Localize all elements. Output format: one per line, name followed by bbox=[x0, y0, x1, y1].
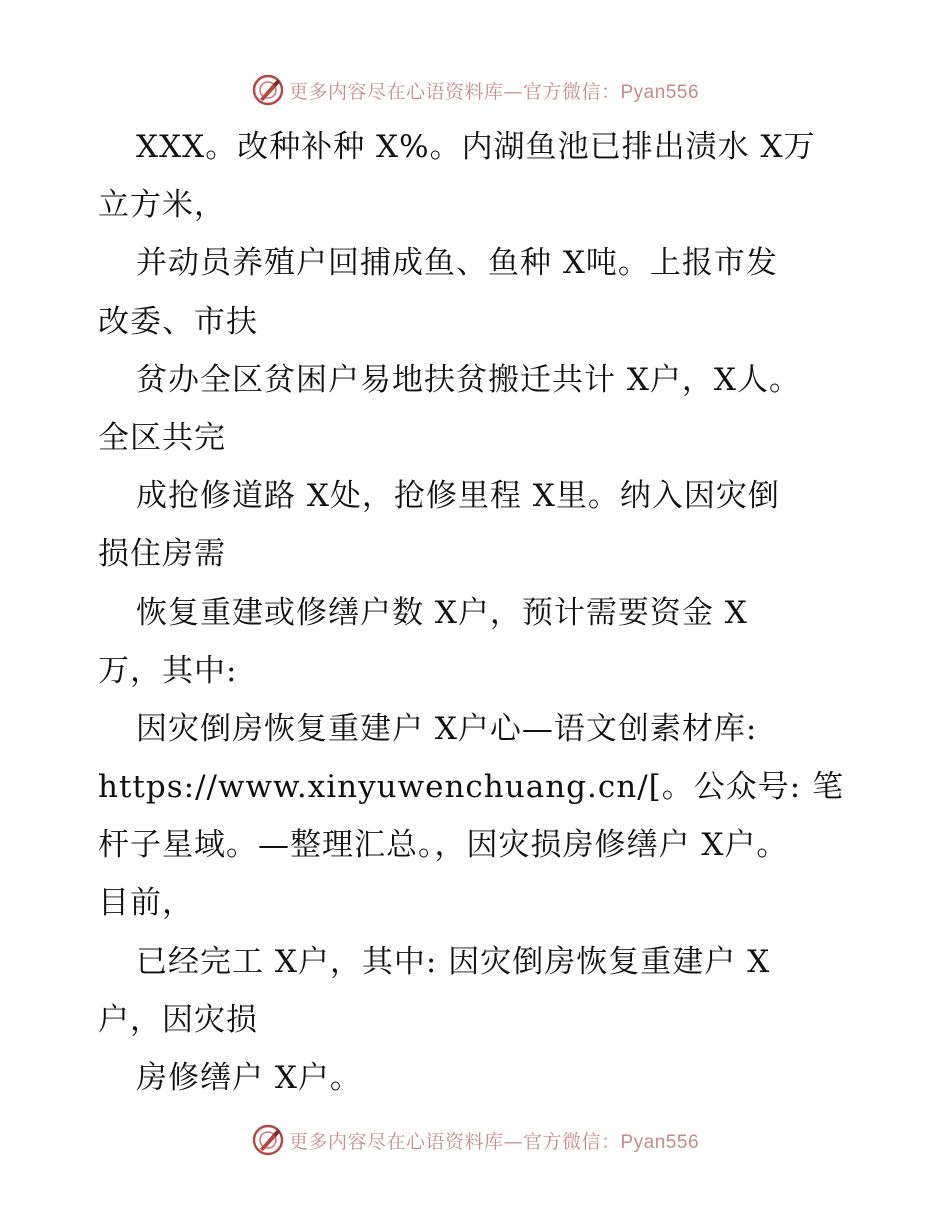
document-body bbox=[98, 118, 845, 1107]
text-line: 贫办全区贫困户易地扶贫搬迁共计 X户，X人。 bbox=[136, 361, 801, 398]
text-line: 户，因灾损 bbox=[98, 1001, 258, 1038]
text-line: 立方米， bbox=[98, 187, 226, 224]
text-line: 万，其中: bbox=[98, 652, 238, 689]
pen-logo-icon bbox=[251, 1123, 285, 1157]
text-line: 房修缮户 X户。 bbox=[136, 1060, 362, 1096]
pen-logo-icon bbox=[251, 73, 285, 107]
text-line: 目前， bbox=[98, 885, 194, 922]
text-line: XXX。改种补种 X%。内湖鱼池已排出渍水 X万 bbox=[136, 129, 816, 165]
text-line: 杆子星域。—整理汇总。，因灾损房修缮户 X户。 bbox=[98, 827, 789, 864]
text-line: 并动员养殖户回捕成鱼、鱼种 X吨。上报市发 bbox=[136, 245, 778, 282]
watermark-text: 更多内容尽在心语资料库—官方微信：Pyan556 bbox=[288, 80, 700, 103]
text-line: 全区共完 bbox=[98, 419, 226, 456]
text-line: 成抢修道路 X处，抢修里程 X里。纳入因灾倒 bbox=[136, 478, 780, 515]
header-watermark-banner bbox=[0, 70, 950, 110]
text-line: 已经完工 X户，其中: 因灾倒房恢复重建户 X bbox=[136, 943, 771, 980]
text-line: 因灾倒房恢复重建户 X户心—语文创素材库: bbox=[136, 710, 758, 747]
text-line: 损住房需 bbox=[98, 536, 226, 573]
text-line: https://www.xinyuwenchuang.cn/[。公众号: 笔 bbox=[98, 769, 845, 806]
text-line: 恢复重建或修缮户数 X户，预计需要资金 X bbox=[136, 594, 748, 631]
footer-watermark-banner bbox=[0, 1120, 950, 1160]
watermark-text: 更多内容尽在心语资料库—官方微信：Pyan556 bbox=[288, 1130, 700, 1153]
text-line: 改委、市扶 bbox=[98, 303, 258, 340]
